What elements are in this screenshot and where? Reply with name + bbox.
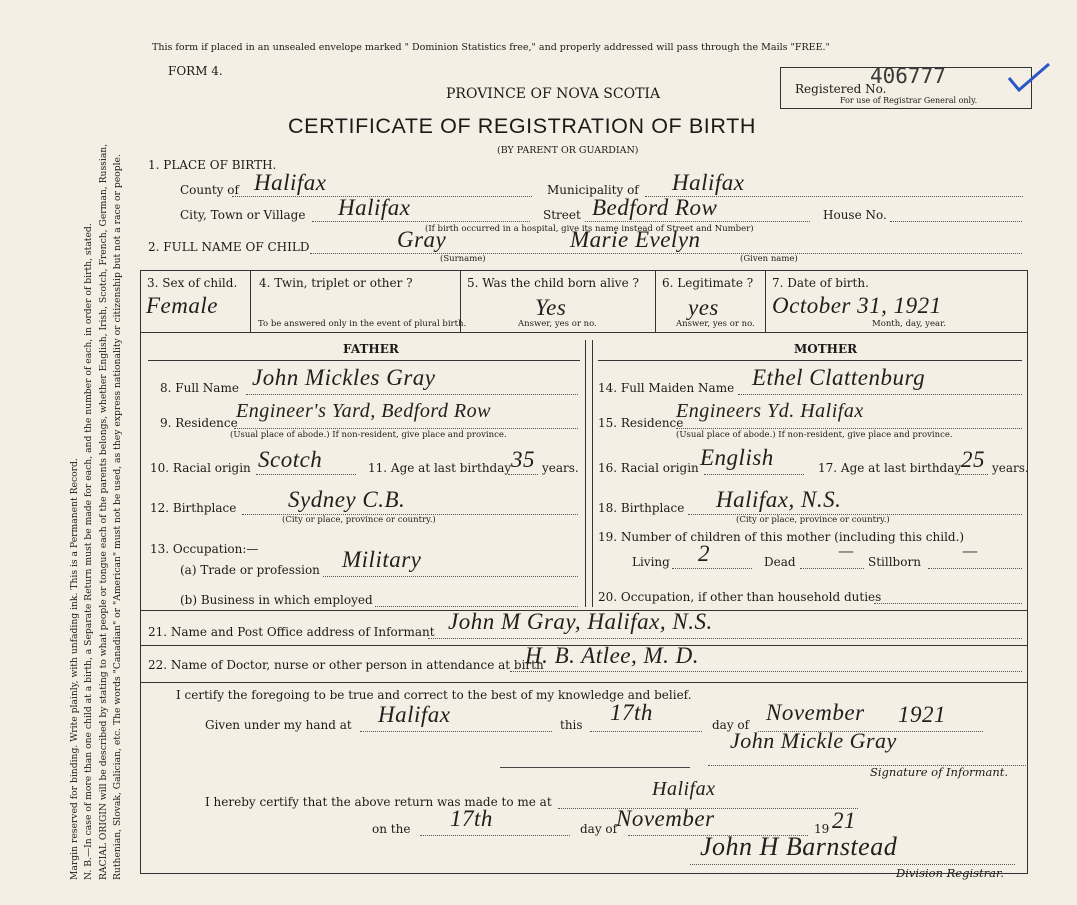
father-birth-note: (City or place, province or country.) [282,515,436,525]
hospital-note: (If birth occurred in a hospital, give its name instead of Street and Number) [425,224,754,234]
father-heading: FATHER [343,342,399,356]
alive-label: 5. Was the child born alive ? [467,276,639,290]
children-count-label: 19. Number of children of this mother (including this child.) [598,530,965,544]
registered-number: 406777 [870,64,946,88]
father-race: Scotch [258,447,323,472]
province-heading: PROVINCE OF NOVA SCOTIA [446,86,661,102]
margin-note-racial: RACIAL ORIGIN will be described by stating to what people or tongue each of the parents belongs, whether English, Irish, Scotch, French, German, Russian, [98,143,109,880]
dob-note: Month, day, year. [872,319,946,329]
doctor-value: H. B. Atlee, M. D. [525,643,700,668]
informant-value: John M Gray, Halifax, N.S. [448,609,713,634]
county-label: County of [180,183,239,197]
father-res-note: (Usual place of abode.) If non-resident, give place and province. [230,430,507,440]
stillborn-label: Stillborn [868,555,921,569]
father-birth-label: 12. Birthplace [150,501,237,515]
registrar-signature: John H Barnstead [700,832,898,861]
alive-value: Yes [535,295,567,320]
given-caption: (Given name) [740,254,798,264]
return-place: Halifax [652,778,716,800]
father-years: years. [542,461,579,475]
dob-value: October 31, 1921 [772,293,942,318]
father-race-label: 10. Racial origin [150,461,251,475]
city-value: Halifax [338,195,411,220]
mother-res-note: (Usual place of abode.) If non-resident, give place and province. [676,430,953,440]
return-year: 21 [832,808,856,833]
registered-note: For use of Registrar General only. [840,96,978,105]
given-place: Halifax [378,702,451,727]
house-label: House No. [823,208,887,222]
child-name-label: 2. FULL NAME OF CHILD [148,240,310,254]
father-res-label: 9. Residence [160,416,238,430]
mother-res-label: 15. Residence [598,416,684,430]
mother-age: 25 [961,447,985,472]
certificate-title: CERTIFICATE OF REGISTRATION OF BIRTH [288,114,756,138]
surname-caption: (Surname) [440,254,486,264]
mother-name-label: 14. Full Maiden Name [598,381,735,395]
dead-label: Dead [764,555,796,569]
child-given-name: Marie Evelyn [570,227,701,252]
legit-note: Answer, yes or no. [676,319,755,329]
mail-notice: This form if placed in an unsealed envelope marked " Dominion Statistics free," and properly addressed will pass through the Mails "FREE." [152,42,830,53]
given-day: 17th [610,700,653,725]
legit-value: yes [688,295,719,320]
dead-count: — [838,541,854,560]
street-value: Bedford Row [592,195,718,220]
registrar-caption: Division Registrar. [896,866,1004,880]
county-value: Halifax [254,170,327,195]
margin-note-binding: Margin reserved for binding. Write plainly, with unfading ink. This is a Permanent Record. [69,458,80,880]
legit-label: 6. Legitimate ? [662,276,754,290]
mother-heading: MOTHER [794,342,858,356]
father-trade: Military [342,547,422,572]
mother-race: English [700,445,774,470]
twin-label: 4. Twin, triplet or other ? [259,276,413,290]
registered-label: Registered No. [795,82,887,96]
return-year-prefix: 19 [814,822,830,836]
business-label: (b) Business in which employed [180,593,373,607]
alive-note: Answer, yes or no. [518,319,597,329]
informant-signature: John Mickle Gray [730,728,897,753]
place-section-label: 1. PLACE OF BIRTH. [148,158,277,172]
father-age-label: 11. Age at last birthday [368,461,512,475]
sex-value: Female [146,293,218,318]
margin-note-racial-cont: Ruthenian, Slovak, Galician, etc. The words "Canadian" or "American" must not be used, as they express nationality or citizenship but not a race or people. [112,154,123,880]
given-year: 1921 [898,702,946,727]
father-name: John Mickles Gray [252,365,436,390]
margin-note-plural: N. B.—In case of more than one child at a birth, a Separate Return must be made for each, and the number of each, in order of birth, stated. [83,223,94,880]
return-day-of-label: day of [580,822,618,836]
occupation-label: 13. Occupation:— [150,542,259,556]
twin-note: To be answered only in the event of plural birth. [258,319,467,329]
given-under-label: Given under my hand at [205,718,352,732]
mother-race-label: 16. Racial origin [598,461,699,475]
sex-label: 3. Sex of child. [147,276,238,290]
municipality-label: Municipality of [547,183,639,197]
return-month: November [616,806,715,831]
mother-occupation-label: 20. Occupation, if other than household duties [598,590,882,604]
mother-residence: Engineers Yd. Halifax [676,400,864,422]
mother-name: Ethel Clattenburg [752,365,926,390]
return-day: 17th [450,806,493,831]
form-number: FORM 4. [168,64,223,78]
street-label: Street [543,208,581,222]
certify-statement: I certify the foregoing to be true and correct to the best of my knowledge and belief. [176,688,692,702]
father-name-label: 8. Full Name [160,381,239,395]
mother-years: years. [992,461,1029,475]
certificate-subtitle: (BY PARENT OR GUARDIAN) [497,145,639,156]
on-the-label: on the [372,822,411,836]
father-residence: Engineer's Yard, Bedford Row [236,400,491,422]
father-birthplace: Sydney C.B. [288,487,406,512]
this-label: this [560,718,583,732]
informant-label: 21. Name and Post Office address of Informant [148,625,435,639]
mother-birth-note: (City or place, province or country.) [736,515,890,525]
municipality-value: Halifax [672,170,745,195]
mother-age-label: 17. Age at last birthday [818,461,962,475]
trade-label: (a) Trade or profession [180,563,320,577]
signature-caption: Signature of Informant. [870,765,1009,779]
city-label: City, Town or Village [180,208,306,222]
father-age: 35 [511,447,535,472]
doctor-label: 22. Name of Doctor, nurse or other person in attendance at birth [148,658,544,672]
day-of-label: day of [712,718,750,732]
return-label: I hereby certify that the above return was made to me at [205,795,552,809]
living-count: 2 [698,541,710,566]
checkmark-icon [1005,60,1051,94]
child-surname: Gray [397,227,447,252]
stillborn-count: — [962,541,978,560]
mother-birthplace: Halifax, N.S. [716,487,842,512]
given-month: November [766,700,865,725]
mother-birth-label: 18. Birthplace [598,501,685,515]
dob-label: 7. Date of birth. [772,276,869,290]
living-label: Living [632,555,670,569]
